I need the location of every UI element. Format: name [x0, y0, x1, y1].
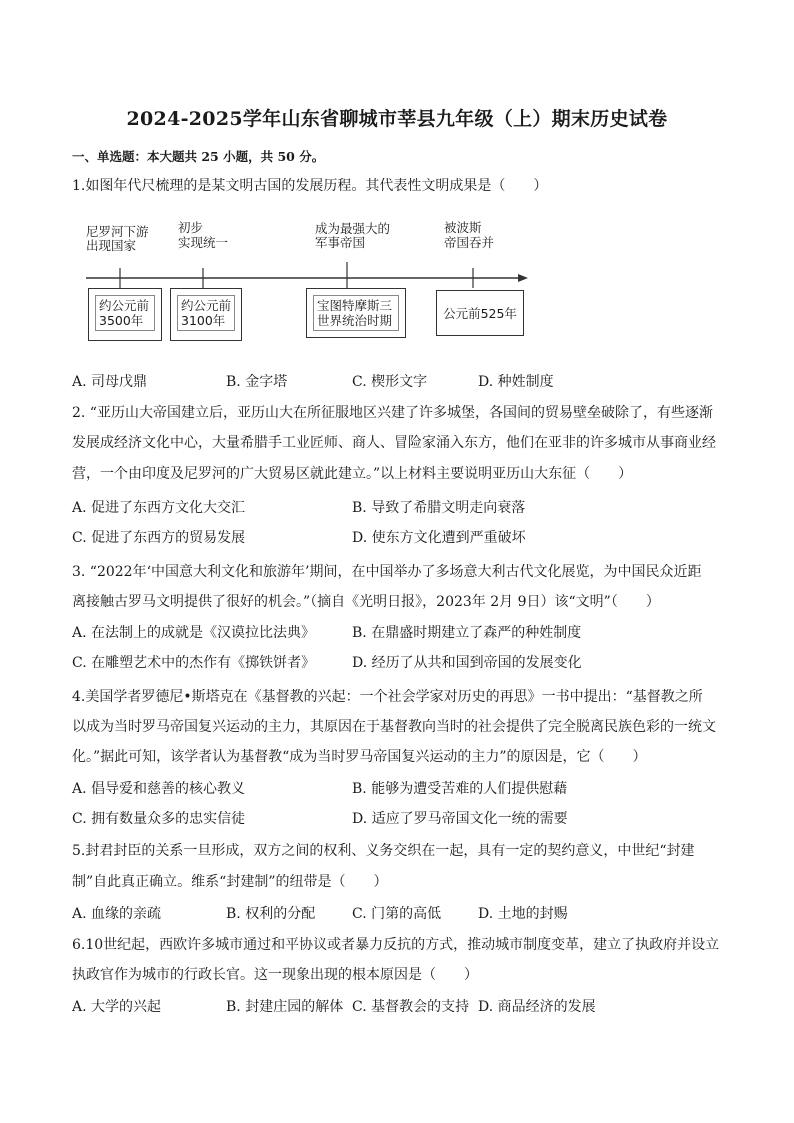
timeline-date-box-3-inner — [313, 295, 399, 331]
question-5-option-b[interactable]: B. 权利的分配 — [226, 906, 316, 922]
question-2-line-3: 营，一个由印度及尼罗河的广大贸易区就此建立。”以上材料主要说明亚历山大东征（ ） — [72, 466, 633, 482]
timeline-event-4-label-line-2: 帝国吞并 — [444, 235, 495, 250]
question-2-option-b[interactable]: B. 导致了希腊文明走向衰落 — [352, 500, 526, 516]
timeline-date-box-3 — [306, 288, 406, 338]
question-2-option-a[interactable]: A. 促进了东西方文化大交汇 — [72, 500, 246, 516]
question-4-line-3: 化。”据此可知，该学者认为基督教“成为当时罗马帝国复兴运动的主力”的原因是，它（ ） — [72, 749, 647, 765]
question-5-option-a[interactable]: A. 血缘的亲疏 — [72, 906, 162, 922]
question-2-option-c[interactable]: C. 促进了东西方的贸易发展 — [72, 530, 246, 546]
timeline-date-1-line-1: 约公元前 — [99, 298, 150, 313]
question-1-option-a[interactable]: A. 司母戊鼎 — [72, 374, 148, 390]
question-2-line-2: 发展成经济文化中心，大量希腊手工业匠师、商人、冒险家涌入东方，他们在亚非的许多城市从事商业经 — [72, 435, 716, 451]
question-3-option-b[interactable]: B. 在鼎盛时期建立了森严的种姓制度 — [352, 625, 582, 641]
question-5-line-2: 制”自此真正确立。维系“封建制”的纽带是（ ） — [72, 874, 388, 890]
question-6-option-a[interactable]: A. 大学的兴起 — [72, 999, 162, 1015]
question-5-line-1: 5.封君封臣的关系一旦形成，双方之间的权利、义务交织在一起，具有一定的契约意义，中世纪“封建 — [72, 843, 695, 859]
question-4-option-b[interactable]: B. 能够为遭受苦难的人们提供慰藉 — [352, 781, 568, 797]
timeline-date-2-line-1: 约公元前 — [181, 298, 232, 313]
question-1-line-1: 1.如图年代尺梳理的是某文明古国的发展历程。其代表性文明成果是（ ） — [72, 178, 548, 194]
timeline-date-1-line-2: 3500年 — [99, 313, 144, 328]
question-1-option-b[interactable]: B. 金字塔 — [226, 374, 288, 390]
question-2-line-1: 2. “亚历山大帝国建立后，亚历山大在所征服地区兴建了许多城堡，各国间的贸易壁垒破除了，有些逐渐 — [72, 405, 713, 421]
question-6-option-b[interactable]: B. 封建庄园的解体 — [226, 999, 344, 1015]
question-1-option-d[interactable]: D. 种姓制度 — [478, 374, 554, 390]
timeline-date-box-1 — [88, 288, 162, 341]
question-6-line-1: 6.10世纪起，西欧许多城市通过和平协议或者暴力反抗的方式，推动城市制度变革，建立了执政府并设立 — [72, 937, 720, 953]
question-6-option-d[interactable]: D. 商品经济的发展 — [478, 999, 596, 1015]
question-3-line-2: 离接触古罗马文明提供了很好的机会。”（摘自《光明日报》，2023年 2月 9日）该“文明”（ ） — [72, 594, 660, 610]
question-4-option-a[interactable]: A. 倡导爱和慈善的核心教义 — [72, 781, 246, 797]
timeline-date-box-2-inner — [177, 295, 235, 331]
timeline-date-3-line-1: 宝图特摩斯三 — [317, 298, 393, 313]
question-5-option-c[interactable]: C. 门第的高低 — [352, 906, 442, 922]
question-1-option-c[interactable]: C. 楔形文字 — [352, 374, 428, 390]
timeline-event-3-label-line-2: 军事帝国 — [315, 235, 366, 250]
question-3-option-d[interactable]: D. 经历了从共和国到帝国的发展变化 — [352, 655, 582, 671]
question-3-line-1: 3. “2022年‘中国意大利文化和旅游年’期间，在中国举办了多场意大利古代文化展览，为中国民众近距 — [72, 564, 702, 580]
timeline-date-3-line-2: 世界统治时期 — [317, 313, 393, 328]
question-5-option-d[interactable]: D. 土地的封赐 — [478, 906, 568, 922]
question-4-option-d[interactable]: D. 适应了罗马帝国文化一统的需要 — [352, 811, 568, 827]
timeline-event-2-label-line-1: 初步 — [178, 220, 204, 235]
timeline-event-3-label-line-1: 成为最强大的 — [315, 221, 391, 236]
question-3-option-a[interactable]: A. 在法制上的成就是《汉谟拉比法典》 — [72, 625, 316, 641]
timeline-event-2-label-line-2: 实现统一 — [178, 235, 229, 250]
question-6-line-2: 执政官作为城市的行政长官。这一现象出现的根本原因是（ ） — [72, 967, 478, 983]
timeline-date-box-2 — [170, 288, 242, 341]
page-title: 2024-2025学年山东省聊城市莘县九年级（上）期末历史试卷 — [126, 108, 668, 130]
section-heading: 一、单选题：本大题共 25 小题，共 50 分。 — [72, 149, 325, 164]
question-2-option-d[interactable]: D. 使东方文化遭到严重破坏 — [352, 530, 526, 546]
timeline-date-4-line-1: 公元前525年 — [443, 305, 517, 321]
timeline-event-1-label-line-2: 出现国家 — [86, 238, 137, 253]
timeline-date-box-1-inner — [95, 295, 155, 331]
timeline-arrow-icon — [518, 274, 528, 282]
timeline-date-box-4 — [436, 290, 524, 336]
question-4-option-c[interactable]: C. 拥有数量众多的忠实信徒 — [72, 811, 246, 827]
question-6-option-c[interactable]: C. 基督教会的支持 — [352, 999, 470, 1015]
question-4-line-2: 以成为当时罗马帝国复兴运动的主力，其原因在于基督教向当时的社会提供了完全脱离民族色彩的一统文 — [72, 719, 716, 735]
question-4-line-1: 4.美国学者罗德尼•斯塔克在《基督教的兴起：一个社会学家对历史的再思》一书中提出：“基督教之所 — [72, 689, 703, 705]
question-3-option-c[interactable]: C. 在雕塑艺术中的杰作有《掷铁饼者》 — [72, 655, 316, 671]
timeline-event-1-label-line-1: 尼罗河下游 — [86, 224, 149, 239]
timeline-date-2-line-2: 3100年 — [181, 313, 226, 328]
timeline-event-4-label-line-1: 被波斯 — [444, 220, 482, 235]
